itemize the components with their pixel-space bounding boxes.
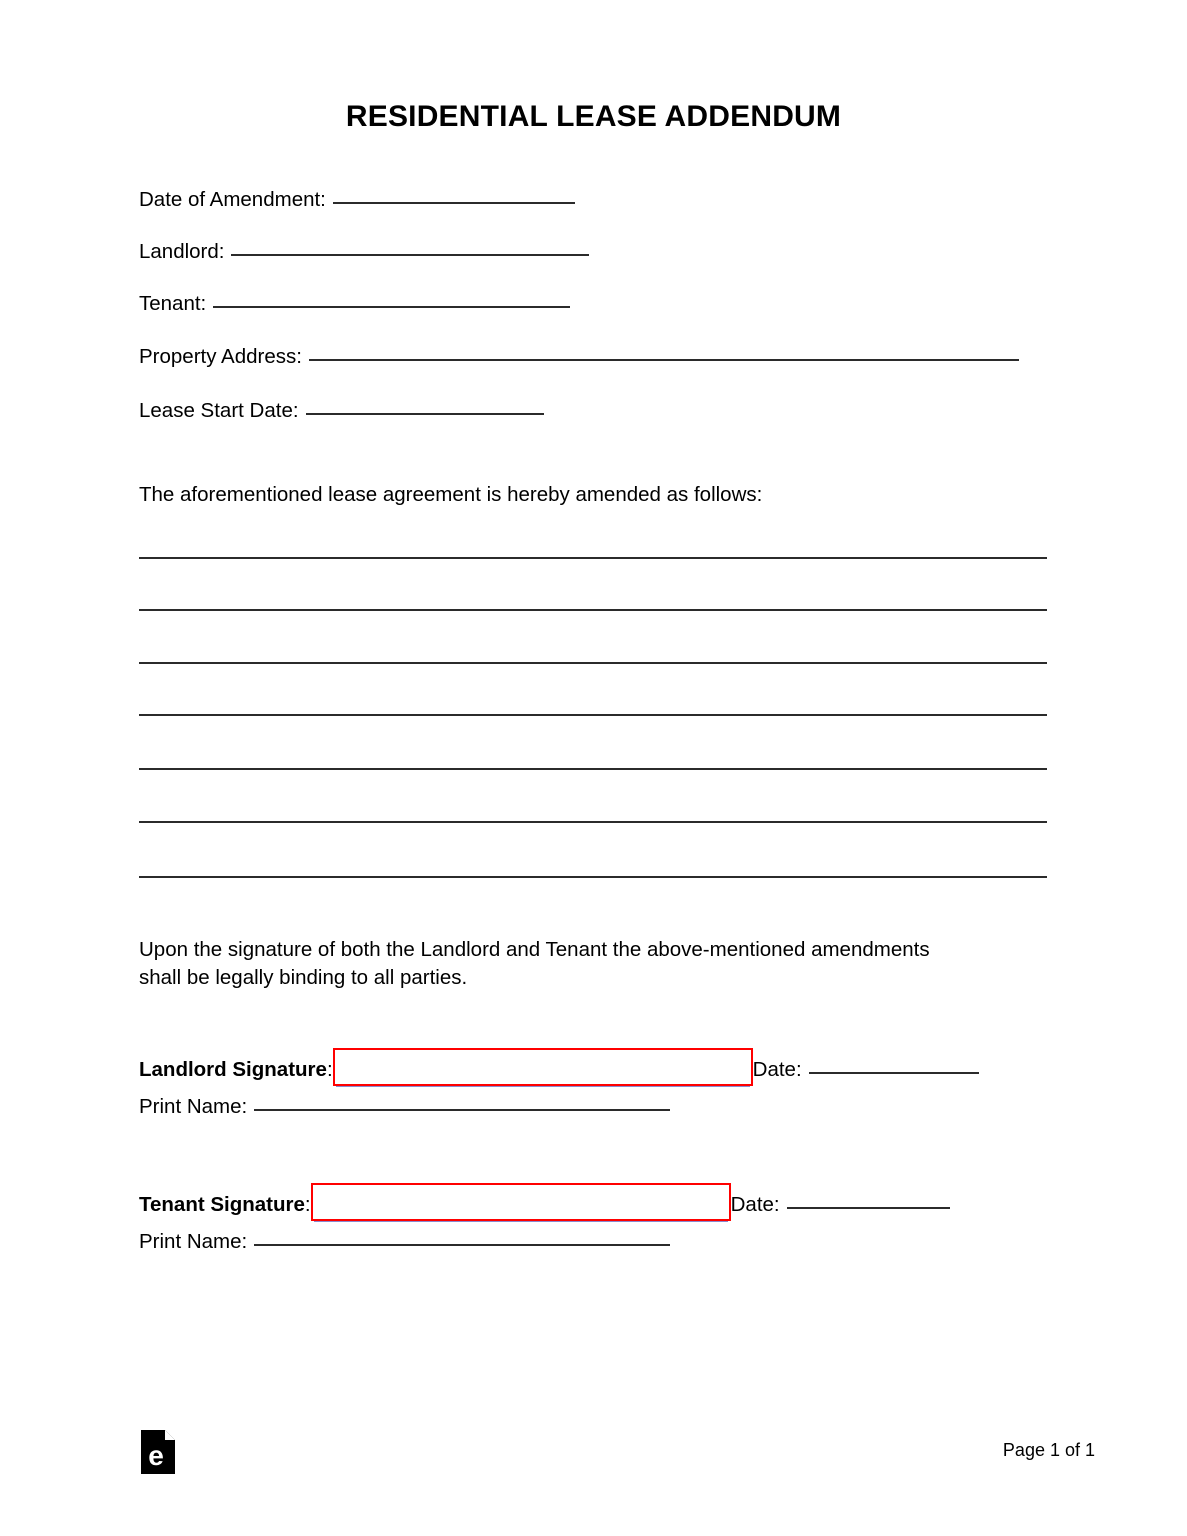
tenant-signature-colon: : bbox=[304, 1193, 311, 1216]
field-row-landlord bbox=[139, 240, 589, 264]
tenant-signature-row bbox=[139, 1173, 950, 1217]
tenant-date-input[interactable] bbox=[787, 1207, 950, 1209]
landlord-signature-label: Landlord Signature bbox=[139, 1058, 327, 1081]
landlord-signature-row bbox=[139, 1038, 979, 1082]
landlord-print-name-label: Print Name: bbox=[139, 1095, 248, 1118]
landlord-signature-input[interactable] bbox=[333, 1048, 753, 1086]
field-input-lease-start-date[interactable] bbox=[306, 413, 544, 415]
landlord-print-name-input[interactable] bbox=[254, 1109, 670, 1111]
field-row-date-of-amendment bbox=[139, 188, 575, 212]
field-input-date-of-amendment[interactable] bbox=[333, 202, 575, 204]
field-label-property-address: Property Address: bbox=[139, 345, 302, 368]
eforms-logo-letter: e bbox=[148, 1440, 164, 1471]
amendment-blank-line[interactable] bbox=[139, 557, 1047, 559]
eforms-logo-icon[interactable] bbox=[139, 1428, 177, 1476]
landlord-signature-underline bbox=[336, 1086, 750, 1087]
field-label-lease-start-date: Lease Start Date: bbox=[139, 399, 299, 422]
amendment-blank-line[interactable] bbox=[139, 714, 1047, 716]
amendment-blank-line[interactable] bbox=[139, 662, 1047, 664]
tenant-date-label: Date: bbox=[730, 1193, 780, 1216]
closing-paragraph-line-2: shall be legally binding to all parties. bbox=[139, 966, 468, 989]
tenant-signature-underline bbox=[314, 1221, 728, 1222]
field-row-property-address bbox=[139, 345, 1019, 369]
page-indicator: Page 1 of 1 bbox=[1002, 1440, 1095, 1460]
landlord-signature-colon: : bbox=[326, 1058, 333, 1081]
tenant-print-name-row bbox=[139, 1230, 670, 1254]
amendment-blank-line[interactable] bbox=[139, 876, 1047, 878]
field-row-lease-start-date bbox=[139, 399, 544, 423]
landlord-date-input[interactable] bbox=[809, 1072, 979, 1074]
tenant-print-name-input[interactable] bbox=[254, 1244, 670, 1246]
page-title: RESIDENTIAL LEASE ADDENDUM bbox=[345, 100, 842, 133]
tenant-signature-label: Tenant Signature bbox=[139, 1193, 305, 1216]
field-row-tenant bbox=[139, 292, 570, 316]
tenant-print-name-label: Print Name: bbox=[139, 1230, 248, 1253]
landlord-date-label: Date: bbox=[752, 1058, 802, 1081]
amendment-blank-line[interactable] bbox=[139, 609, 1047, 611]
amendment-blank-line[interactable] bbox=[139, 768, 1047, 770]
closing-paragraph-line-1: Upon the signature of both the Landlord and Tenant the above-mentioned amendments bbox=[139, 938, 930, 961]
field-label-date-of-amendment: Date of Amendment: bbox=[139, 188, 326, 211]
field-label-landlord: Landlord: bbox=[139, 240, 225, 263]
amendment-blank-line[interactable] bbox=[139, 821, 1047, 823]
field-input-landlord[interactable] bbox=[231, 254, 589, 256]
tenant-signature-input[interactable] bbox=[311, 1183, 731, 1221]
amendment-intro-text: The aforementioned lease agreement is hereby amended as follows: bbox=[139, 483, 763, 506]
field-input-property-address[interactable] bbox=[309, 359, 1019, 361]
landlord-print-name-row bbox=[139, 1095, 670, 1119]
field-label-tenant: Tenant: bbox=[139, 292, 207, 315]
field-input-tenant[interactable] bbox=[213, 306, 570, 308]
closing-paragraph bbox=[139, 936, 930, 992]
